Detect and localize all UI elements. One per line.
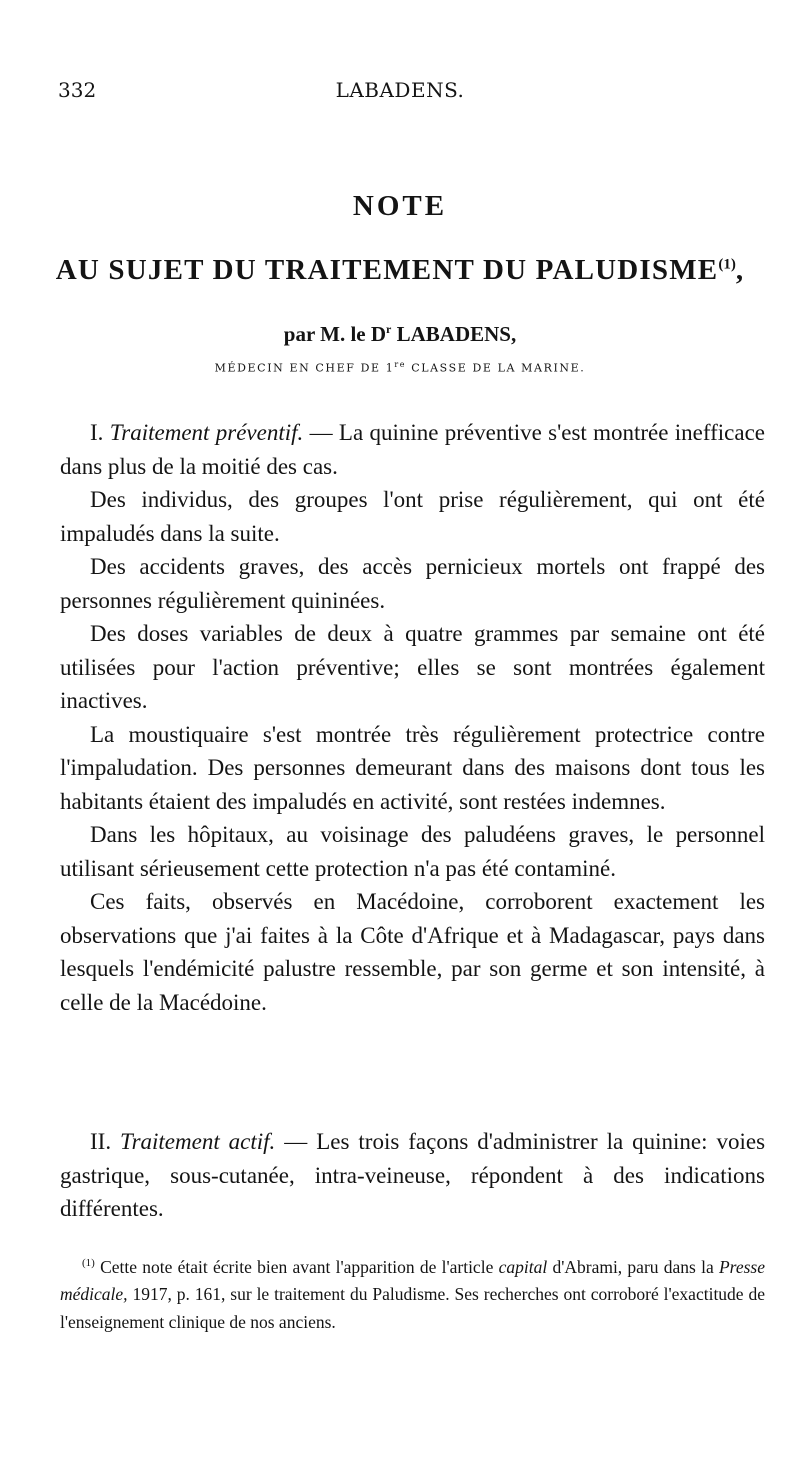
affiliation-before: MÉDECIN EN CHEF DE 1 [214,361,395,375]
article-title [40,254,760,287]
paragraph: La moustiquaire s'est montrée très régulièrement protectrice contre l'impaludation. Des personnes demeurant dans des maisons dont tous les habitants étaient des impaludés en activité, sont restées indemnes. [60,721,765,814]
page-number: 332 [58,78,97,102]
paragraph: Des individus, des groupes l'ont prise régulièrement, qui ont été impaludés dans la suite. [60,487,765,546]
section-numeral: I. [90,420,104,445]
section-active [60,1125,765,1226]
paragraph-text: Les trois façons d'administrer la quinine: voies gastrique, sous-cutanée, intra-veineuse, répondent à des indications différentes. [60,1129,766,1221]
paragraph [60,1125,765,1226]
footnote-italic: capital [498,1256,548,1277]
article-title-text: AU SUJET DU TRAITEMENT DU PALUDISME [55,254,719,286]
section-heading: Traitement actif. [120,1129,276,1154]
author-name: LABADENS, [391,322,517,346]
article-title-note: NOTE [352,190,448,222]
paragraph: Des accidents graves, des accès pernicieux mortels ont frappé des personnes régulièrement quininées. [60,554,765,613]
affiliation-sup: re [394,360,407,369]
footnote-text [60,1250,765,1336]
journal-title: Presse médicale, [60,1256,765,1305]
paragraph: Dans les hôpitaux, au voisinage des paludéens graves, le personnel utilisant sérieusement cette protection n'a pas été contaminé. [60,822,765,881]
section-preventive [60,416,765,1019]
title-footnote-marker: (1) [718,256,736,273]
footnote [60,1250,765,1336]
author-affiliation [0,360,800,375]
affiliation-after: CLASSE DE LA MARINE. [406,361,586,375]
paragraph [60,416,765,483]
footnote-part: d'Abrami, paru dans la [547,1256,719,1277]
paragraph-text: La quinine préventive s'est montrée inefficace dans plus de la moitié des cas. [60,420,766,479]
paragraph: Des doses variables de deux à quatre grammes par semaine ont été utilisées pour l'action préventive; elles se sont montrées également inactives. [60,621,765,713]
byline-prefix: par M. le D [283,322,387,346]
footnote-part: Cette note était écrite bien avant l'apparition de l'article [94,1256,499,1277]
section-heading: Traitement préventif. [109,420,304,445]
section-dash: — [303,420,339,445]
running-title: LABADENS. [335,78,465,102]
paragraph: Ces faits, observés en Macédoine, corroborent exactement les observations que j'ai faites à la Côte d'Afrique et à Madagascar, pays dans lesquels l'endémicité palustre ressemble, par son germe et son intensité, à celle de la Macédoine. [60,889,765,1015]
running-head [58,78,742,102]
author-byline [0,322,800,347]
section-numeral: II. [90,1129,112,1154]
byline-title-sup: r [386,322,392,336]
section-dash: — [275,1129,317,1154]
title-trailing-comma: , [735,254,745,286]
footnote-marker: (1) [82,1257,95,1269]
footnote-part: 1917, p. 161, sur le traitement du Paludisme. Ses recherches ont corroboré l'exactitude de l'enseignement clinique de nos anciens. [60,1284,765,1332]
